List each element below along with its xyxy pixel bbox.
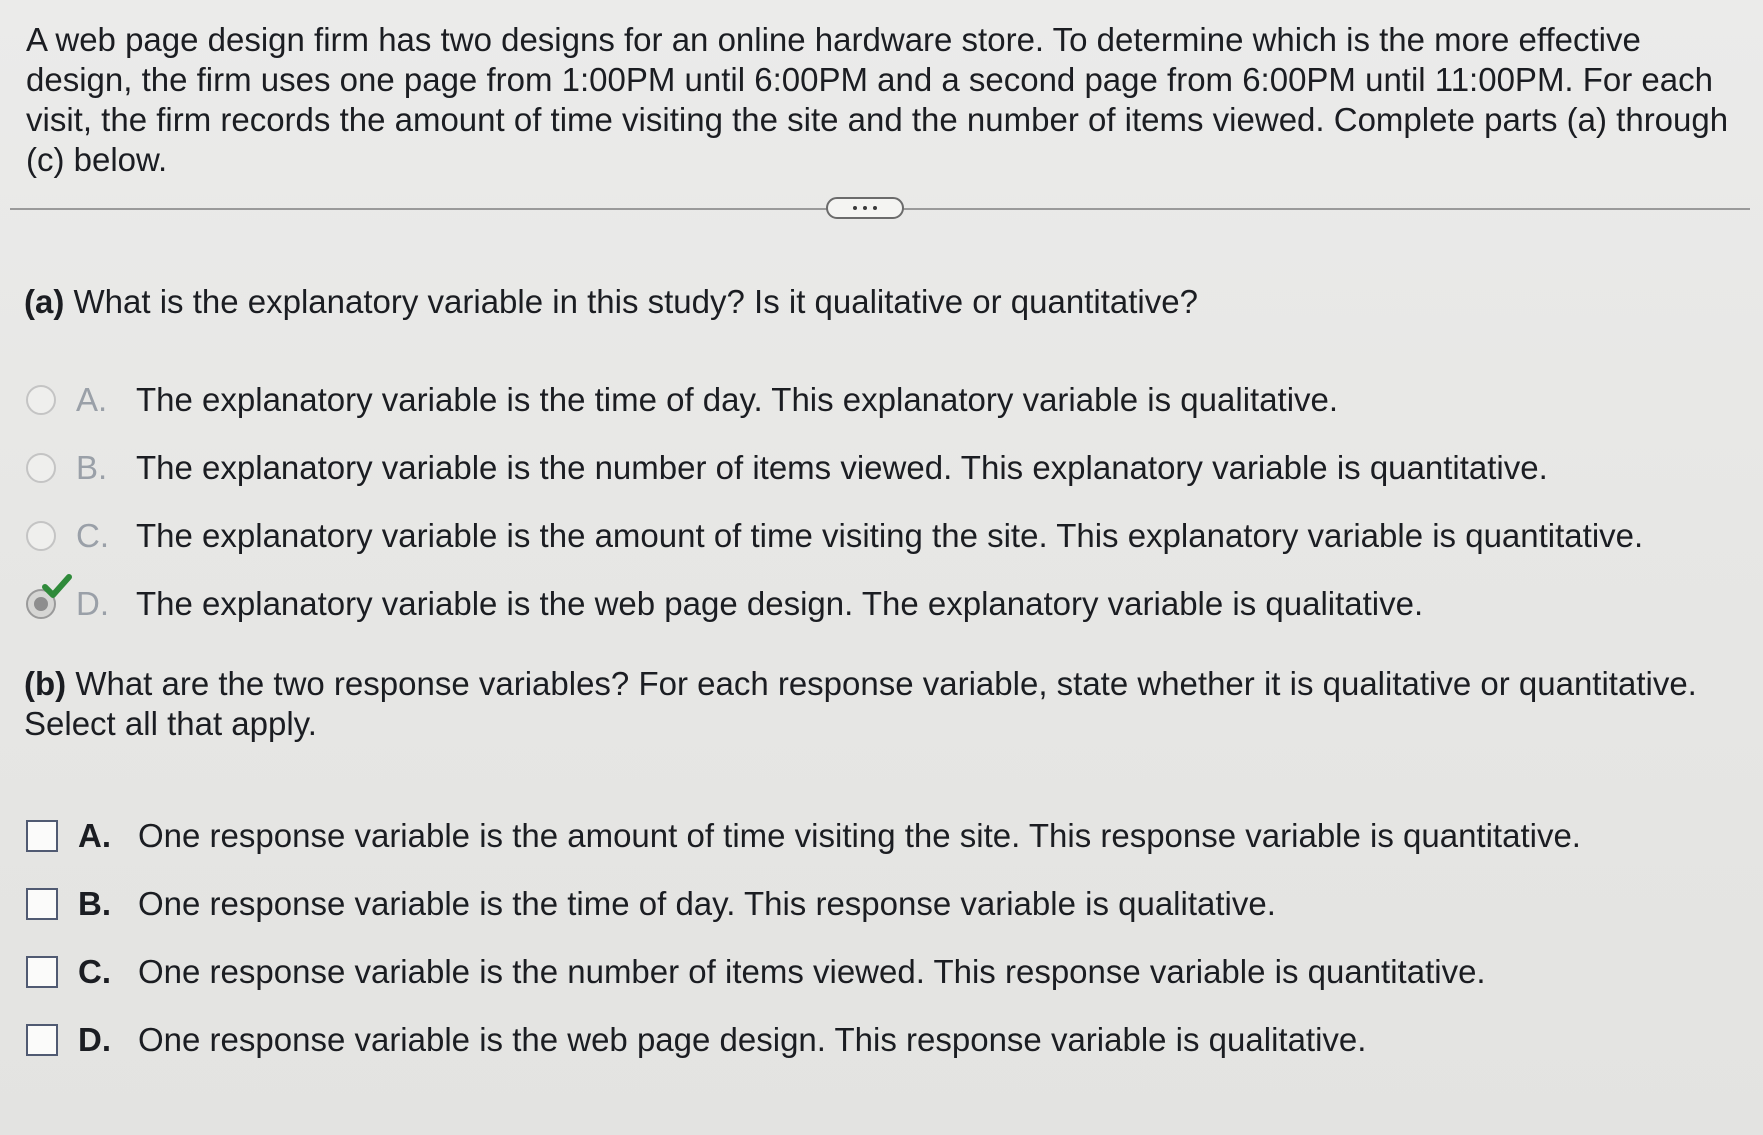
ellipsis-icon [863,206,867,210]
show-more-button[interactable] [826,197,904,219]
radio-button[interactable] [26,385,56,415]
part-b-instruction: Select all that apply. [24,705,317,742]
part-b-option-a[interactable] [26,802,1746,870]
option-letter: D. [76,585,109,622]
correct-check-icon [42,574,72,600]
option-text: The explanatory variable is the number of items viewed. This explanatory variable is quantitative. [136,449,1548,486]
ellipsis-icon [853,206,857,210]
part-b-question-text: What are the two response variables? For each response variable, state whether it is qualitative or quantitative. [75,665,1697,702]
option-letter: A. [78,817,111,854]
part-b-label: (b) [24,665,67,702]
ellipsis-icon [873,206,877,210]
part-b-option-d[interactable] [26,1006,1746,1074]
option-text: One response variable is the web page design. This response variable is qualitative. [138,1021,1367,1058]
option-letter: A. [76,381,108,418]
option-letter: C. [76,517,109,554]
option-text: The explanatory variable is the time of day. This explanatory variable is qualitative. [136,381,1339,418]
part-a-label: (a) [24,283,65,320]
checkbox[interactable] [26,956,58,988]
option-text: One response variable is the time of day. This response variable is qualitative. [138,885,1276,922]
option-letter: C. [78,953,111,990]
option-text: One response variable is the number of items viewed. This response variable is quantitative. [138,953,1486,990]
problem-statement: A web page design firm has two designs for an online hardware store. To determine which is the more effective design, the firm uses one page from 1:00PM until 6:00PM and a second page from 6:00PM until 11:00PM. For each visit, the firm records the amount of time visiting the site and the number of items viewed. Complete parts (a) through (c) below. [26,21,1729,178]
part-a-option-c[interactable] [26,502,1746,570]
part-b-option-c[interactable] [26,938,1746,1006]
part-a-option-d[interactable] [26,570,1746,638]
part-a-question-text: What is the explanatory variable in this study? Is it qualitative or quantitative? [73,283,1198,320]
option-text: The explanatory variable is the web page design. The explanatory variable is qualitative. [136,585,1424,622]
checkbox[interactable] [26,1024,58,1056]
part-a-option-a[interactable] [26,366,1746,434]
checkbox[interactable] [26,820,58,852]
part-b-options [26,802,1746,1074]
radio-button[interactable] [26,521,56,551]
option-letter: B. [76,449,108,486]
part-b-question [24,664,1744,744]
part-b-option-b[interactable] [26,870,1746,938]
part-a-option-b[interactable] [26,434,1746,502]
part-a-question [24,282,1744,322]
radio-button[interactable] [26,453,56,483]
option-letter: B. [78,885,111,922]
option-letter: D. [78,1021,111,1058]
option-text: The explanatory variable is the amount of time visiting the site. This explanatory variable is quantitative. [136,517,1644,554]
checkbox[interactable] [26,888,58,920]
part-a-options [26,366,1746,638]
option-text: One response variable is the amount of time visiting the site. This response variable is quantitative. [138,817,1581,854]
